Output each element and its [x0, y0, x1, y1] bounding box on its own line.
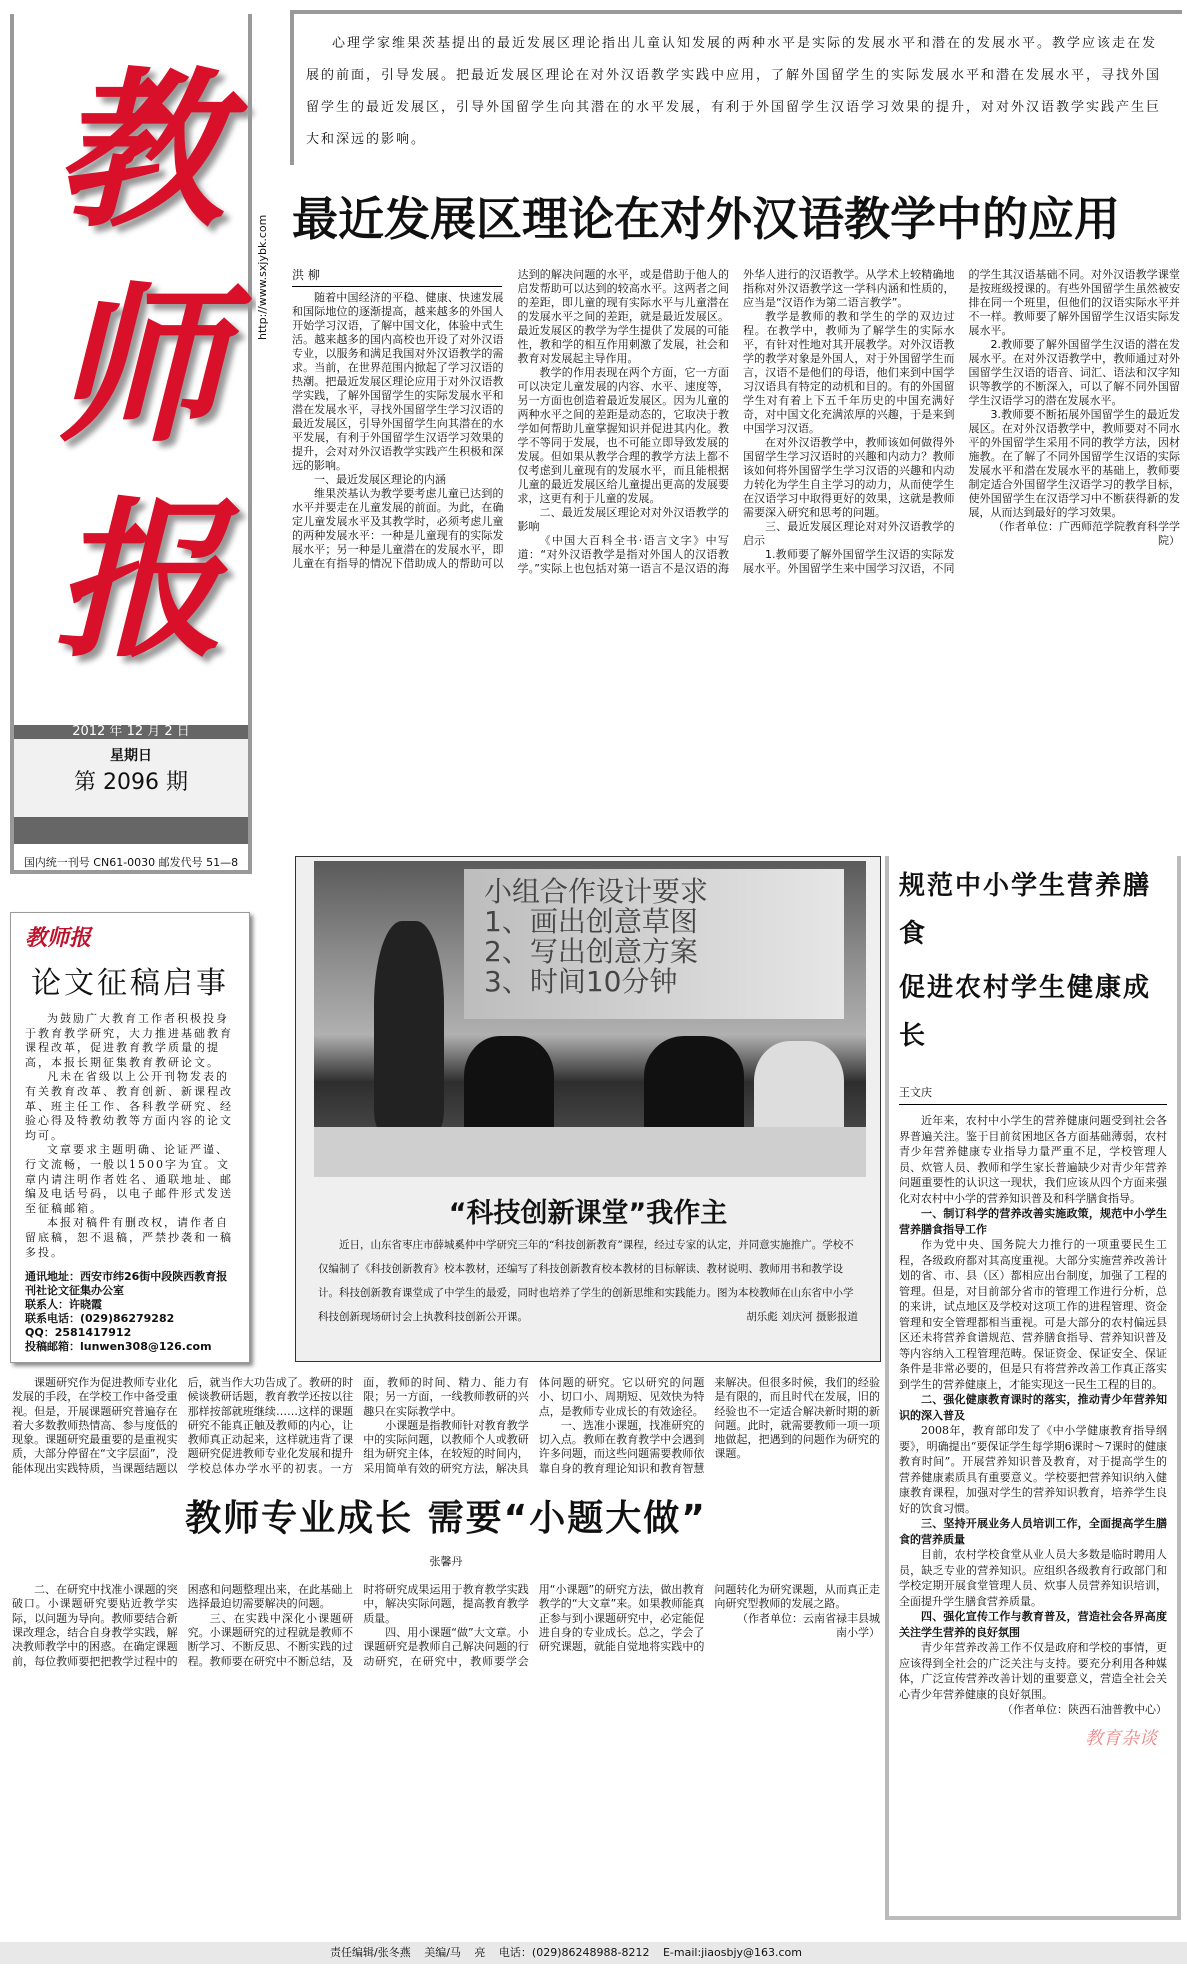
nutrition-article: [885, 856, 1181, 1920]
notice-contact: [25, 1270, 235, 1354]
paragraph: 一、最近发展区理论的内涵: [314, 473, 446, 486]
paragraph: 3.教师要不断拓展外国留学生的最近发展区。在对外汉语教学中，教师要对不同水平的外国留学生采用不同的教学方法，因材施教。在了解了不同外国留学生汉语的实际发展水平和潜在发展水平的基础上，教师要制定适合外国留学生汉语学习的教学目标，使外国留学生在汉语学习中不断获得新的发展，从而达到最好的学习效果。: [968, 408, 1180, 519]
author-affiliation: （作者单位：陕西石油普教中心）: [1002, 1703, 1167, 1716]
paragraph: 近年来，农村中小学生的营养健康问题受到社会各界普遍关注。鉴于目前贫困地区各方面基础薄弱，农村青少年营养健康专业指导力量严重不足，学校管理人员、炊管人员、教师和学生家长普遍缺少对青少年营养问题重要性的认识这一现状，我们应该从四个方面来强化对农村中小学的营养知识普及和科学膳食指导。: [899, 1114, 1167, 1205]
board-item: 1、画出创意草图: [484, 905, 698, 938]
photo-credit: 胡乐彪 刘庆河 摄影报道: [746, 1311, 858, 1323]
paragraph: 一、选准小课题，找准研究的切入点。教师在教育教学中会遇到许多问题，而这些问题需要教师依靠自身的教育理论知识和教育智慧来解决。但很多时候，我们的经验是有限的，而且时代在发展，旧的经验也不一定适合解决新时期的新问题。此时，就需要教师一项一项地做起，把遇到的问题作为研究的课题。: [538, 1376, 880, 1475]
nutrition-title-line2: 促进农村学生健康成长: [899, 973, 1152, 1051]
paragraph: 本报对稿件有删改权，请作者自留底稿，恕不退稿，严禁抄袭和一稿多投。: [25, 1216, 233, 1259]
nutrition-title-line1: 规范中小学生营养膳食: [899, 871, 1152, 949]
classroom-photo: [314, 861, 866, 1177]
notice-title: 论文征稿启事: [31, 966, 229, 1001]
footer-bar: [0, 1942, 1187, 1964]
paragraph: 2008年，教育部印发了《中小学健康教育指导纲要》，明确提出“要保证学生每学期6课时～7课时的健康教育时间”。开展营养知识普及教育，对于提高学生的营养健康素质具有重要意义。学校要把营养知识纳入健康教育课程，加强对学生的营养知识教育，培养学生良好的饮食习惯。: [899, 1424, 1167, 1515]
paragraph: 小课题是指教师针对教育教学中的实际问题，以教师个人或教研组为研究主体，在较短的时间内，采用简单有效的研究方法，解决具体问题的研究。它以研究的问题小、切口小、周期短、见效快为特点，是教师专业成长的有效途径。: [363, 1376, 705, 1475]
student-figure: [754, 1041, 844, 1141]
website-url[interactable]: http://www.sxjybk.com: [256, 200, 270, 340]
paragraph: 1.教师要了解外国留学生汉语的实际发展水平。外国留学生来中国学习汉语，不同的学生其汉语基础不同。对外汉语教学课堂是按班级授课的。有些外国留学生虽然被安排在同一个班里，但他们的汉语实际水平并不一样。教师要了解外国留学生汉语实际发展水平。: [743, 268, 1180, 575]
lead-abstract: [290, 10, 1182, 165]
paragraph: 作为党中央、国务院大力推行的一项重要民生工程，各级政府都对其高度重视。大部分实施营养改善计划的省、市、县（区）都相应出台制度，加强了工程的管理。但是，对目前部分省市的管理工作进行分析，总的来讲，试点地区及学校对这项工作的进程管理、资金管理和安全管理都相当重视。可是大部分的农村偏远县区还未将营养食谱规范、营养膳食指导、营养知识普及等内容纳入工程管理范畴。保证资金、保证安全、保证条件是非常必要的，但是只有将营养改善工作真正落实到学生的营养健康上，才能实现这一民生工程的目的。: [899, 1238, 1167, 1391]
section-heading: 三、坚持开展业务人员培训工作，全面提高学生膳食的营养质量: [899, 1517, 1167, 1546]
issue-number: 第 2096 期: [74, 770, 188, 795]
notice-address: 通讯地址：西安市纬26街中段陕西教育报刊社论文征集办公室: [25, 1270, 228, 1298]
paragraph: 文章要求主题明确、论证严谨、行文流畅，一般以1500字为宜。文章内请注明作者姓名、通联地址、邮编及电话号码，以电子邮件形式发送至征稿邮箱。: [25, 1143, 233, 1215]
bottom-article: [12, 1376, 880, 1669]
bottom-article-body-upper: [12, 1376, 880, 1476]
lead-article: [292, 268, 1180, 576]
section-heading: 二、强化健康教育课时的落实，推动青少年营养知识的深入普及: [899, 1393, 1167, 1422]
photo-news-box: [295, 856, 881, 1362]
paragraph: 教学是教师的教和学生的学的双边过程。在教学中，教师为了解学生的实际水平，有针对性地对其开展教学。对外汉语教学的教学对象是外国人，对于外国留学生而言，汉语不是他们的母语，他们来到中国学习汉语具有特定的动机和目的。有的外国留学生对有着上下五千年历史的中国充满好奇，对中国文化充满浓厚的兴趣，于是来到中国学习汉语。: [743, 310, 955, 435]
footer-editor: 责任编辑/张冬燕: [330, 1946, 411, 1959]
notice-body: [25, 1012, 235, 1260]
nutrition-body: [899, 1113, 1167, 1718]
notice-qq: QQ：2581417912: [25, 1326, 132, 1340]
author-affiliation: （作者单位：广西师范学院教育科学学院）: [993, 520, 1180, 547]
paragraph: 随着中国经济的平稳、健康、快速发展和国际地位的逐渐提高，越来越多的外国人开始学习汉语，了解中国文化，体验中式生活。越来越多的国内高校也开设了对外汉语专业，以服务和满足我国对外汉语教学的需求。当前，在世界范围内掀起了学习汉语的热潮。把最近发展区理论应用于对外汉语教学实践，了解外国留学生的实际发展水平和潜在发展水平，寻找外国留学生学习汉语的最近发展区，引导外国留学生向其潜在的水平发展，有利于外国留学生汉语学习效果的提升，会对对外汉语教学实践产生积极和深远的影响。: [292, 291, 504, 472]
bottom-author: 张馨丹: [429, 1555, 463, 1569]
masthead: [10, 14, 252, 874]
caption-text: 近日，山东省枣庄市薛城奚仲中学研究三年的“科技创新教育”课程，经过专家的认定，并同意实施推广。学校不仅编制了《科技创新教育》校本教材，还编写了科技创新教育校本教材的目标解读、教材说明、教师用书和教学设计。科技创新教育课堂成了中学生的最爱，同时也培养了学生的创新思维和实践能力。图为本校教师在山东省中小学科技创新现场研讨会上执教科技创新公开课。: [318, 1239, 854, 1323]
paragraph: 二、在研究中找准小课题的突破口。小课题研究要贴近教学实际，以问题为导向。教师要结合新课改理念，结合自身教学实践，解决教师教学中的困惑。在确定课题前，每位教师要把把教学过程中的困惑和问题整理出来，在此基础上选择最迫切需要解决的问题。: [12, 1583, 354, 1668]
projection-board: [464, 869, 844, 1019]
footer-email[interactable]: E-mail:jiaosbjy@163.com: [662, 1946, 802, 1959]
board-title: 小组合作设计要求: [484, 875, 709, 908]
weekday: 星期日: [110, 748, 152, 764]
bottom-headline-block: [12, 1476, 880, 1583]
newspaper-logo: 教师报: [53, 51, 224, 681]
abstract-text: 心理学家维果茨基提出的最近发展区理论指出儿童认知发展的两种水平是实际的发展水平和潜在的发展水平。教学应该走在发展的前面，引导发展。把最近发展区理论在对外汉语教学实践中应用，了解外国留学生的实际发展水平和潜在发展水平，寻找外国留学生的最近发展区，引导外国留学生向其潜在的水平发展，有利于外国留学生汉语学习效果的提升，对对外汉语教学实践产生巨大和深远的影响。: [306, 36, 1162, 147]
photo-caption: [318, 1233, 858, 1329]
student-figure: [644, 1036, 744, 1136]
registration-number: 国内统一刊号 CN61-0030 邮发代号 51—8: [23, 856, 239, 869]
paragraph: 四、用小课题“做”大文章。小课题研究是教师自己解决问题的行动研究，在研究中，教师要学会用“小课题”的研究方法，做出教育教学的“大文章”来。如果教师能真正参与到小课题研究中，必定能促进自身的专业成长。总之，学会了研究课题，就能自觉地将实践中的问题转化为研究课题，从而真正走向研究型教师的发展之路。: [363, 1583, 880, 1668]
notice-contact-person: 联系人：许晓霞: [25, 1298, 102, 1312]
bottom-headline: 教师专业成长 需要“小题大做”: [185, 1498, 707, 1540]
paragraph: 三、在实践中深化小课题研究。小课题研究的过程就是教师不断学习、不断反思、不断实践的过程。教师要在研究中不断总结，及时将研究成果运用于教育教学实践中，解决实际问题，提高教育教学质量。: [187, 1583, 529, 1668]
notice-logo: 教师报: [25, 925, 92, 951]
section-heading: 四、强化宣传工作与教育普及，营造社会各界高度关注学生营养的良好氛围: [899, 1610, 1167, 1639]
paragraph: 课题研究作为促进教师专业化发展的手段，在学校工作中备受重视。但是，开展课题研究普遍存在着大多数教师热情高、参与度低的现象。课题研究最重要的是重视实质，大部分停留在“文字层面”，没能体现出实践特质，当课题结题以后，就当作大功告成了。教研的时候谈教研话题，教育教学还按以往那样按部就班继续……这样的课题研究不能真正触及教师的内心，让教师真正动起来，这样就违背了课题研究促进教师专业化发展和提升学校总体办学水平的初衷。一方面，教师的时间、精力、能力有限；另一方面，一线教师教研的兴趣只在实际教学中。: [12, 1376, 529, 1475]
nutrition-author: 王文庆: [899, 1060, 1167, 1105]
paragraph: 在对外汉语教学中，教师该如何做得外国留学生学习汉语时的兴趣和内动力？教师该如何将外国留学生学习汉语的兴趣和内动力转化为学生自主学习的动力，从而使学生在汉语学习中取得更好的效果，这就是教师需要深入研究和思考的问题。: [743, 436, 955, 519]
lead-article-body: [292, 268, 1180, 576]
lead-headline: 最近发展区理论在对外汉语教学中的应用: [292, 192, 1120, 246]
teacher-figure: [374, 921, 444, 1131]
paragraph: 为鼓励广大教育工作者积极投身于教育教学研究，大力推进基础教育课程改革，促进教育教学质量的提高，本报长期征集教育教研论文。: [25, 1012, 233, 1069]
notice-email[interactable]: 投稿邮箱：lunwen308@126.com: [25, 1340, 212, 1354]
footer-phone: 电话：(029)86248988-8212: [498, 1946, 650, 1959]
paragraph: 《中国大百科全书·语言文字》中写道：“对外汉语教学是指对外国人的汉语教学。”实际上也包括对第一语言不是汉语的海外华人进行的汉语教学。从学术上较精确地指称对外汉语教学这一学科内涵和性质的，应当是“汉语作为第二语言教学”。: [517, 268, 955, 575]
paragraph: 二、最近发展区理论对对外汉语教学的影响: [517, 506, 729, 533]
paragraph: 维果茨基认为教学要考虑儿童已达到的水平并要走在儿童发展的前面。为此，在确定儿童发展水平及其教学时，必须考虑儿童的两种发展水平：一种是儿童现有的实际发展水平；另一种是儿童潜在的发展水平，即儿童在有指导的情况下借助成人的帮助可以达到的解决问题的水平，或是借助于他人的启发帮助可以达到的较高水平。这两者之间的差距，即儿童的现有实际水平与儿童潜在的发展水平之间的差距，就是最近发展区。最近发展区的教学为学生提供了发展的可能性，教和学的相互作用刺激了发展，社会和教育对发展起主导作用。: [292, 268, 729, 570]
bottom-article-body-lower: [12, 1583, 880, 1669]
photo-title: “科技创新课堂”我作主: [448, 1198, 728, 1229]
lead-author: 洪 柳: [292, 268, 502, 287]
call-for-papers-box: [10, 912, 250, 1363]
paragraph: 目前，农村学校食堂从业人员大多数是临时聘用人员，缺乏专业的营养知识。应组织各级教育行政部门和学校定期开展食堂管理人员、炊事人员营养知识培训，全面提升学生膳食营养质量。: [899, 1548, 1167, 1608]
paragraph: 青少年营养改善工作不仅是政府和学校的事情，更应该得到全社会的广泛关注与支持。要充分利用各种媒体，广泛宣传营养改善计划的重要意义，营造全社会关心青少年营养健康的良好氛围。: [899, 1641, 1167, 1701]
footer-designer: 美编/马 亮: [424, 1946, 486, 1959]
section-heading: 一、制订科学的营养改善实施政策，规范中小学生营养膳食指导工作: [899, 1207, 1167, 1236]
paragraph: 教学的作用表现在两个方面，它一方面可以决定儿童发展的内容、水平、速度等，另一方面也创造着最近发展区。因为儿童的两种水平之间的差距是动态的，它取决于教学如何帮助儿童掌握知识并促进其内化。教学不等同于发展，也不可能立即导致发展的发展。但如果从教学合理的教学方法上都不仅考虑到儿童现有的发展水平，而且能根据儿童的最近发展区给儿童提出更高的发展要求，这更有利于儿童的发展。: [517, 366, 729, 505]
board-item: 2、写出创意方案: [484, 935, 698, 968]
paragraph: 2.教师要了解外国留学生汉语的潜在发展水平。在对外汉语教学中，教师通过对外国留学生汉语的语音、词汇、语法和汉字知识等教学的不断深入，可以了解不同外国留学生汉语学习的潜在发展水平。: [968, 338, 1180, 407]
issue-info: [14, 739, 248, 817]
paragraph: 三、最近发展区理论对对外汉语教学的启示: [743, 520, 955, 547]
student-figure: [464, 1036, 554, 1136]
issue-date: 2012 年 12 月 2 日: [14, 725, 248, 739]
author-affiliation: （作者单位：云南省禄丰县城南小学）: [736, 1611, 880, 1639]
paragraph: 凡未在省级以上公开刊物发表的有关教育改革、教育创新、新课程改革、班主任工作、各科教学研究、经验心得及特教幼教等方面内容的论文均可。: [25, 1070, 233, 1142]
board-item: 3、时间10分钟: [484, 965, 678, 998]
notice-phone: 联系电话：(029)86279282: [25, 1312, 175, 1326]
column-stamp: 教育杂谈: [1085, 1727, 1157, 1749]
desk: [314, 1127, 866, 1177]
divider-band: [14, 817, 248, 844]
